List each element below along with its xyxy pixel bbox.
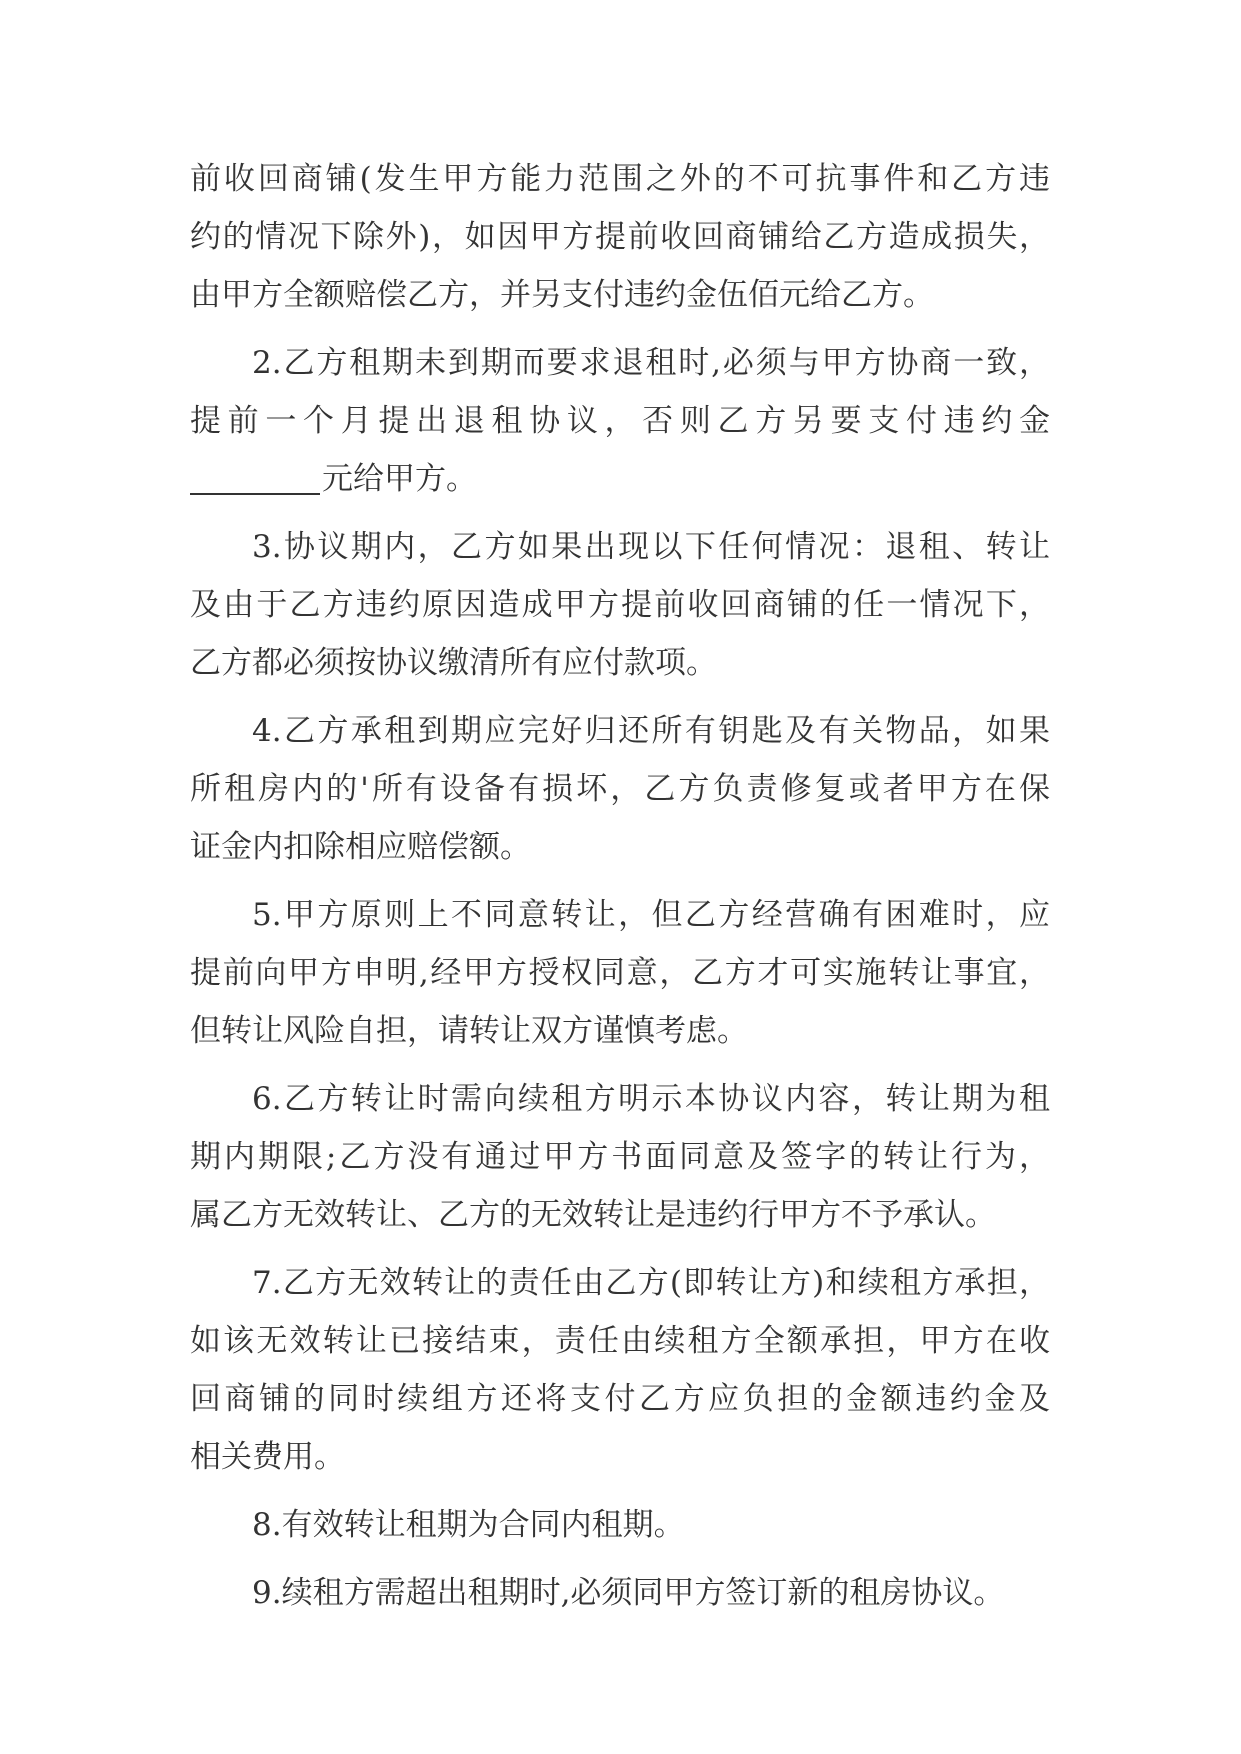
clause-3-line: 乙方都必须按协议缴清所有应付款项。 — [190, 645, 717, 681]
clause-4-line: 所租房内的'所有设备有损坏，乙方负责修复或者甲方在保 — [190, 771, 1050, 807]
clause-4-line: 4.乙方承租到期应完好归还所有钥匙及有关物品，如果 — [252, 713, 1050, 749]
clause-6-line: 6.乙方转让时需向续租方明示本协议内容，转让期为租 — [252, 1081, 1050, 1117]
clause-7-line: 如该无效转让已接结束，责任由续租方全额承担，甲方在收 — [190, 1323, 1050, 1359]
clause-5-line: 提前向甲方申明,经甲方授权同意，乙方才可实施转让事宜， — [190, 955, 1050, 991]
clause-3-line: 3.协议期内，乙方如果出现以下任何情况：退租、转让 — [252, 529, 1050, 565]
clause-7-line: 回商铺的同时续组方还将支付乙方应负担的金额违约金及 — [190, 1381, 1050, 1417]
clause-5-line: 但转让风险自担，请转让双方谨慎考虑。 — [190, 1013, 748, 1049]
clause-2-line: 提前一个月提出退租协议，否则乙方另要支付违约金 — [190, 403, 1050, 439]
clause-8-line: 8.有效转让租期为合同内租期。 — [252, 1507, 685, 1543]
clause-4-line: 证金内扣除相应赔偿额。 — [190, 829, 531, 865]
clause-2-tail-text: 元给甲方。 — [322, 461, 477, 497]
paragraph-line: 前收回商铺(发生甲方能力范围之外的不可抗事件和乙方违 — [190, 161, 1050, 197]
paragraph-line: 约的情况下除外)，如因甲方提前收回商铺给乙方造成损失， — [190, 219, 1050, 255]
paragraph-line: 由甲方全额赔偿乙方，并另支付违约金伍佰元给乙方。 — [190, 277, 934, 313]
document-body — [190, 150, 1050, 1622]
clause-5-line: 5.甲方原则上不同意转让，但乙方经营确有困难时，应 — [252, 897, 1050, 933]
clause-2-line: 2.乙方租期未到期而要求退租时,必须与甲方协商一致， — [252, 345, 1050, 381]
clause-6-line: 属乙方无效转让、乙方的无效转让是违约行甲方不予承认。 — [190, 1197, 996, 1233]
clause-6-line: 期内期限;乙方没有通过甲方书面同意及签字的转让行为， — [190, 1139, 1050, 1175]
fill-in-blank — [190, 455, 320, 495]
clause-2-line — [190, 450, 1050, 508]
clause-3-line: 及由于乙方违约原因造成甲方提前收回商铺的任一情况下， — [190, 587, 1050, 623]
clause-9-line: 9.续租方需超出租期时,必须同甲方签订新的租房协议。 — [252, 1575, 1005, 1611]
clause-7-line: 7.乙方无效转让的责任由乙方(即转让方)和续租方承担， — [252, 1265, 1050, 1301]
clause-7-line: 相关费用。 — [190, 1439, 345, 1475]
